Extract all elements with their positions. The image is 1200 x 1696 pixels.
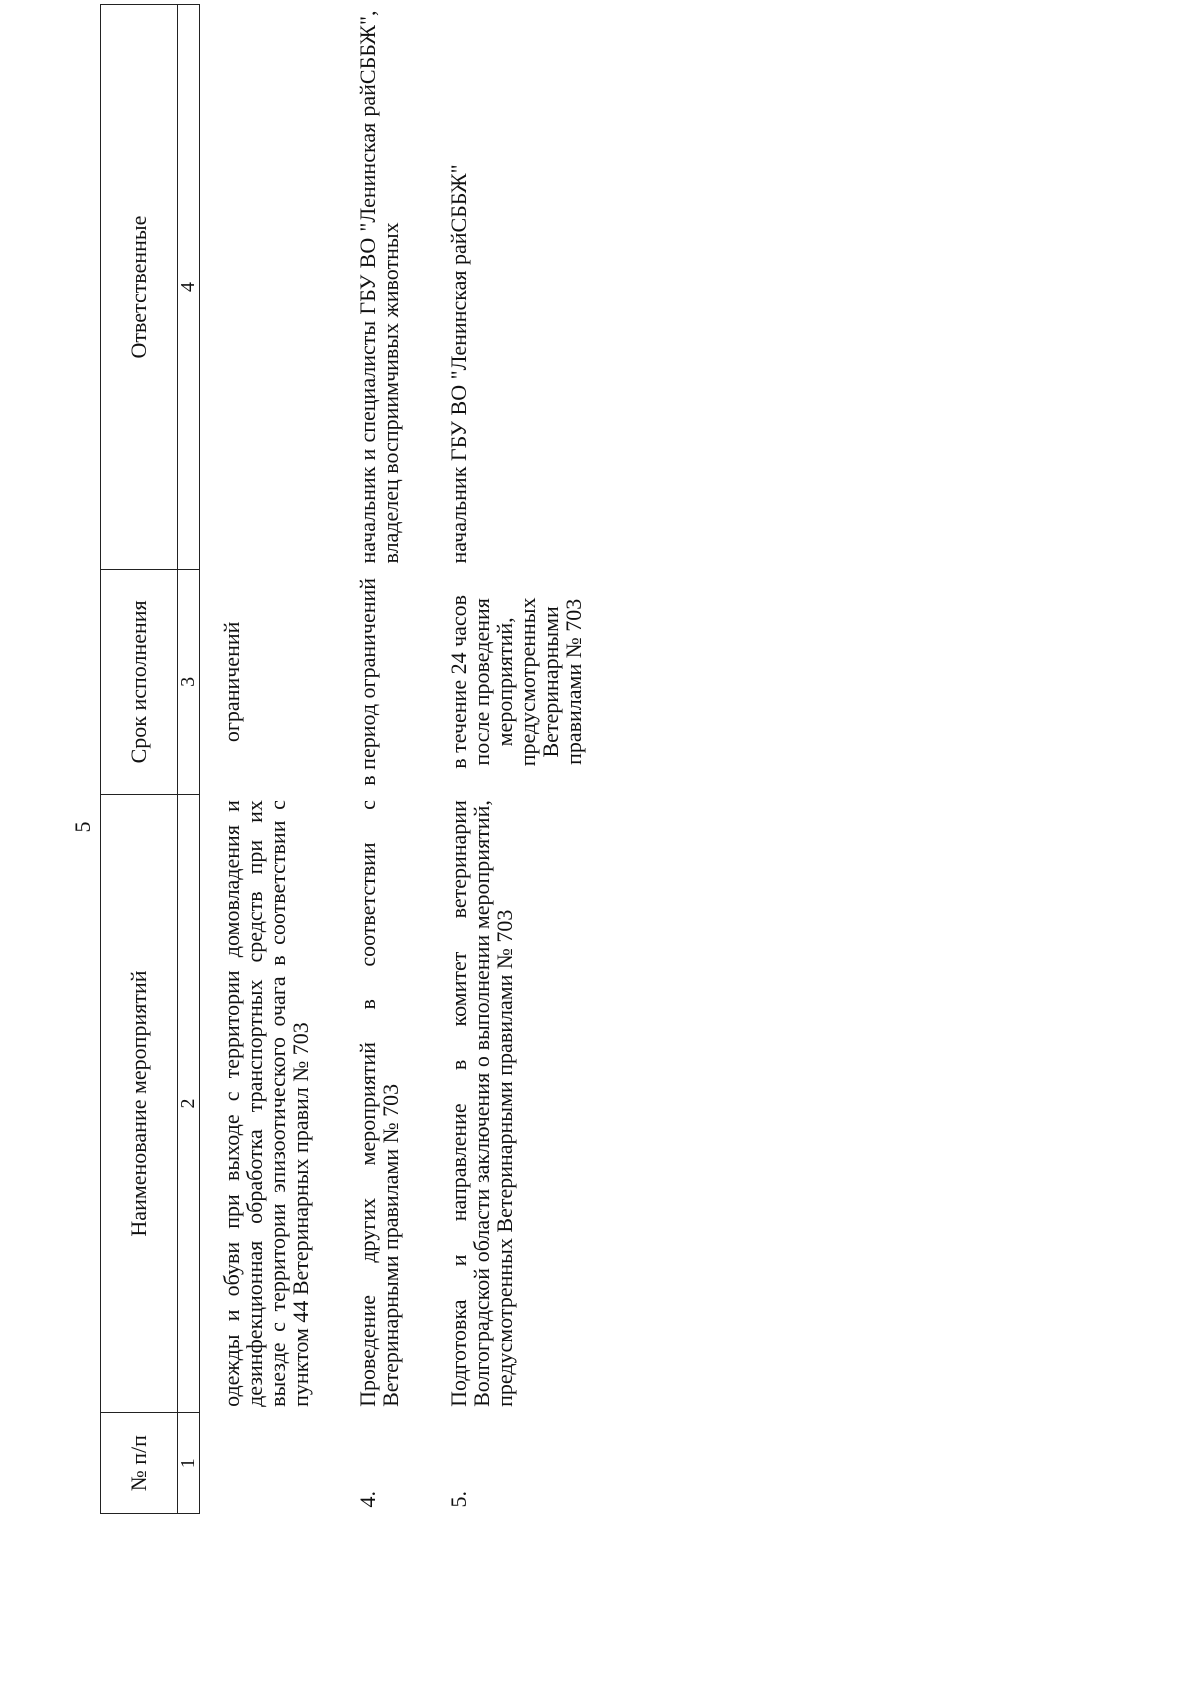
row-measure-name: Подготовка и направление в комитет ветеринарии Волгоградской области заключения о выполнении мероприятий, предусмотренных Ветеринарными правилами № 703 [445, 800, 517, 1407]
column-number: 2 [178, 794, 200, 1413]
row-responsible: начальник ГБУ ВО "Ленинская райСББЖ" [445, 164, 471, 564]
measures-table [100, 4, 629, 1514]
table-row [200, 5, 357, 1514]
row-index: 5. [445, 1491, 471, 1508]
header-term: Срок исполнения [101, 570, 178, 795]
row-term: в течение 24 часов после проведения мероприятий, предусмотренных Ветеринарными правилами № 703 [445, 594, 587, 769]
table-row [447, 5, 630, 1514]
row-measure-name: одежды и обуви при выходе с территории домовладения и дезинфекционная обработка транспортных средств при их выезде с территории эпизоотического очага в соответствии с пунктом 44 Ветеринарных правил № 703 [219, 800, 314, 1407]
header-name: Наименование мероприятий [101, 794, 178, 1413]
row-responsible [200, 5, 357, 570]
row-responsible: начальник и специалисты ГБУ ВО "Ленинская райСББЖ", владелец восприимчивых животных [355, 10, 404, 564]
row-measure-name: Проведение других мероприятий в соответствии с Ветеринарными правилами № 703 [355, 800, 404, 1407]
table-header-row [101, 5, 178, 1514]
row-term: в период ограничений [355, 577, 381, 786]
page-number: 5 [70, 821, 95, 833]
table-row [356, 5, 446, 1514]
row-term: ограничений [219, 621, 244, 743]
column-number: 3 [178, 570, 200, 795]
header-responsible: Ответственные [101, 5, 178, 570]
column-number: 1 [178, 1413, 200, 1514]
row-index: 4. [355, 1491, 381, 1508]
header-number: № п/п [101, 1413, 178, 1514]
column-number: 4 [178, 5, 200, 570]
row-index [200, 1413, 357, 1514]
column-number-row [178, 5, 200, 1514]
